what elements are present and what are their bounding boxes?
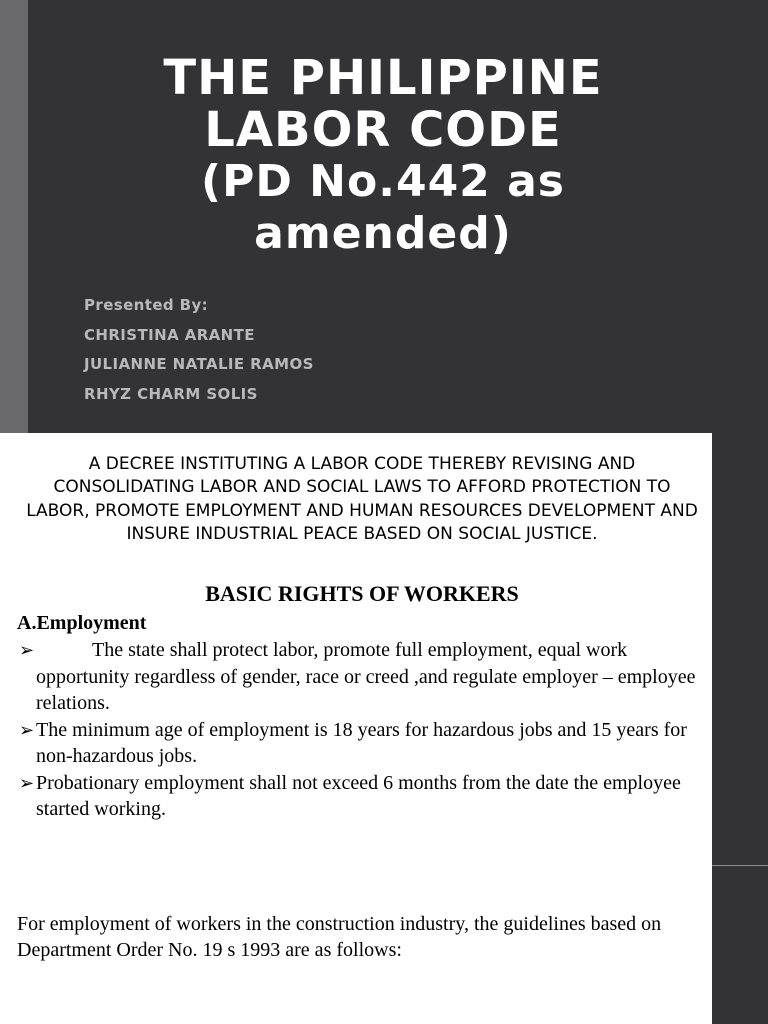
list-item-text: The state shall protect labor, promote full employment, equal work opportunity regardless of gender, race or creed ,and regulate employer – employee relations. [36, 639, 696, 714]
list-item [17, 717, 707, 770]
presenter-name: JULIANNE NATALIE RAMOS [84, 355, 314, 373]
list-item [17, 770, 707, 823]
arrow-bullet-icon: ➢ [19, 640, 35, 660]
construction-guidelines-text: For employment of workers in the construction industry, the guidelines based on Department Order No. 19 s 1993 are as follows: [17, 913, 662, 961]
title-line-2: LABOR CODE [204, 102, 562, 158]
list-item-text: Probationary employment shall not exceed 6 months from the date the employee started working. [36, 771, 681, 820]
presenter-name: CHRISTINA ARANTE [84, 325, 255, 344]
basic-rights-heading: BASIC RIGHTS OF WORKERS [205, 581, 519, 606]
right-dark-strip-upper [712, 433, 768, 865]
presenter-name: RHYZ CHARM SOLIS [84, 384, 258, 403]
arrow-bullet-icon: ➢ [19, 719, 35, 740]
slide-title [60, 52, 706, 260]
section-employment-heading: A.Employment [17, 612, 147, 634]
content-slide [0, 433, 712, 1024]
title-line-3: (PD No.442 as [200, 156, 565, 207]
left-accent-bar [0, 0, 28, 433]
bullet-list [17, 637, 707, 823]
title-line-1: THE PHILIPPINE [163, 50, 603, 106]
list-item [17, 637, 707, 717]
presented-by-label: Presented By: [84, 296, 209, 314]
title-line-4: amended) [254, 208, 512, 259]
arrow-bullet-icon: ➢ [19, 772, 35, 793]
decree-text: A DECREE INSTITUTING A LABOR CODE THEREBY REVISING AND CONSOLIDATING LABOR AND SOCIAL LAWS TO AFFORD PROTECTION TO LABOR, PROMOTE EMPLOYMENT AND HUMAN RESOURCES DEVELOPMENT AND INSURE INDUSTRIAL PEACE BASED ON SOCIAL JUSTICE. [26, 454, 698, 544]
right-dark-strip-lower [712, 866, 768, 1024]
presenters-block [84, 296, 314, 414]
title-slide [0, 0, 768, 433]
list-item-text: The minimum age of employment is 18 years for hazardous jobs and 15 years for non-hazardous jobs. [36, 718, 687, 767]
